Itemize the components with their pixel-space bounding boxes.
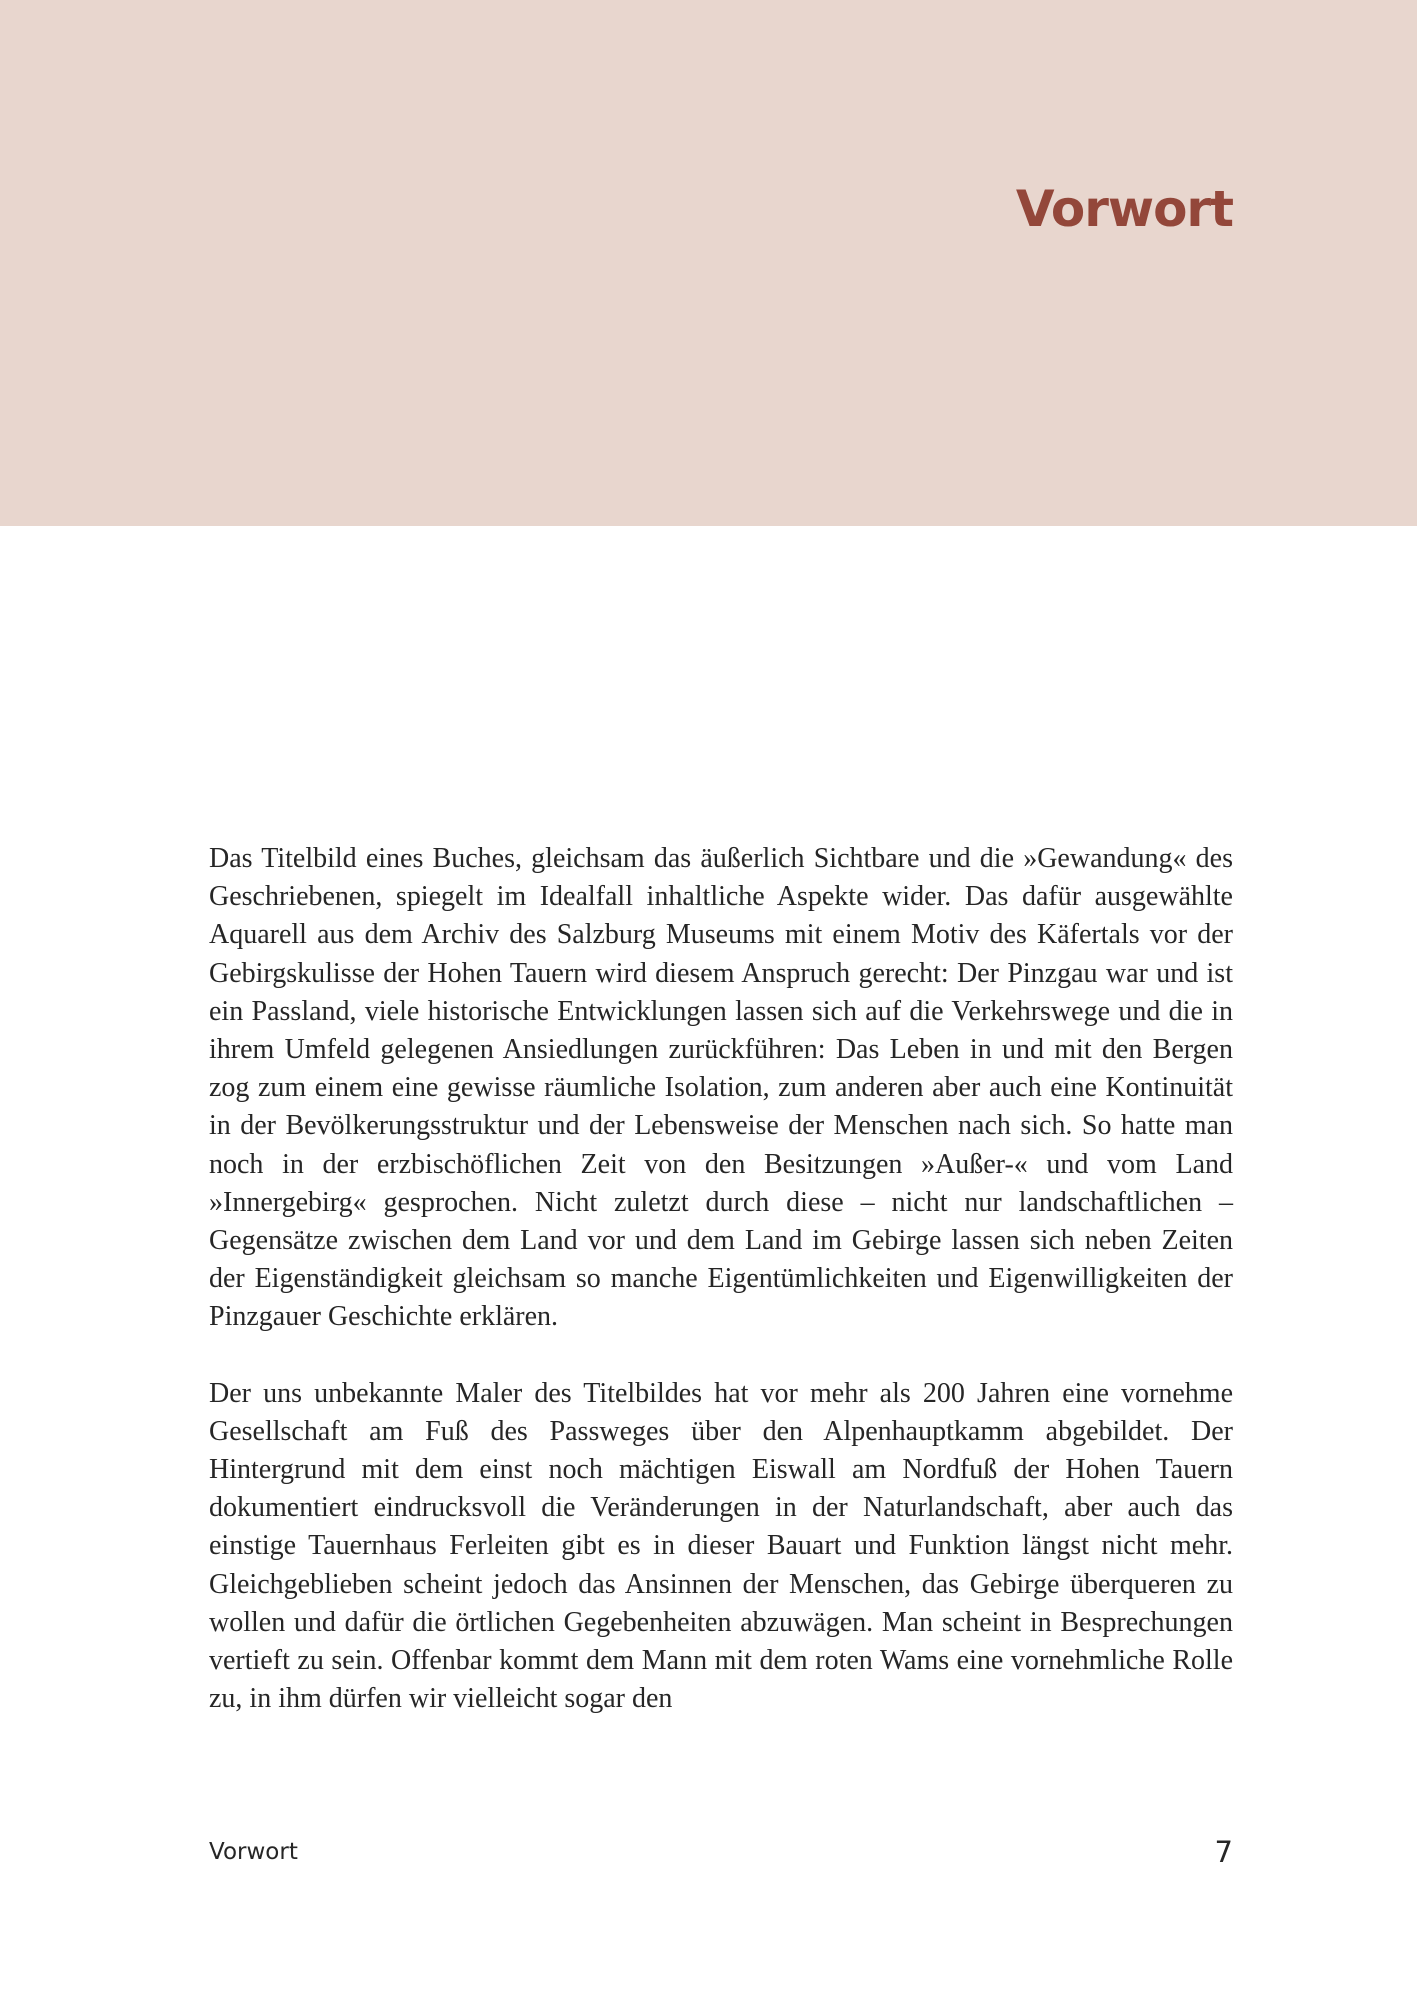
page-number: 7 [1214,1835,1233,1869]
chapter-header-band [0,0,1417,526]
body-text [209,840,1233,1756]
running-footer-section: Vorwort [209,1839,298,1865]
paragraph-2: Der uns unbekannte Maler des Titelbildes hat vor mehr als 200 Jahren eine vornehme Gesellschaft am Fuß des Passweges über den Alpenhauptkamm abgebildet. Der Hintergrund mit dem einst noch mächtigen Eiswall am Nordfuß der Hohen Tauern dokumentiert eindrucksvoll die Veränderungen in der Naturlandschaft, aber auch das einstige Tauernhaus Ferleiten gibt es in dieser Bauart und Funktion längst nicht mehr. Gleichgeblieben scheint jedoch das Ansinnen der Menschen, das Gebirge überqueren zu wollen und dafür die örtlichen Gegebenheiten abzuwägen. Man scheint in Besprechungen vertieft zu sein. Offenbar kommt dem Mann mit dem roten Wams eine vornehmliche Rolle zu, in ihm dürfen wir vielleicht sogar den [209,1377,1233,1715]
paragraph-1: Das Titelbild eines Buches, gleichsam das äußerlich Sichtbare und die »Gewandung« des Geschriebenen, spiegelt im Idealfall inhaltliche Aspekte wider. Das dafür ausgewählte Aquarell aus dem Archiv des Salzburg Museums mit einem Motiv des Käfertals vor der Gebirgskulisse der Hohen Tauern wird diesem Anspruch gerecht: Der Pinzgau war und ist ein Passland, viele historische Entwicklungen lassen sich auf die Verkehrswege und die in ihrem Umfeld gelegenen Ansiedlungen zurückführen: Das Leben in und mit den Bergen zog zum einem eine gewisse räumliche Isolation, zum anderen aber auch eine Kontinuität in der Bevölkerungsstruktur und der Lebensweise der Menschen nach sich. So hatte man noch in der erzbischöflichen Zeit von den Besitzungen »Außer-« und vom Land »Innergebirg« gesprochen. Nicht zuletzt durch diese – nicht nur landschaftlichen – Gegensätze zwischen dem Land vor und dem Land im Gebirge lassen sich neben Zeiten der Eigenständigkeit gleichsam so manche Eigentümlichkeiten und Eigenwilligkeiten der Pinzgauer Geschichte erklären. [209,843,1233,1333]
chapter-title: Vorwort [1015,180,1233,238]
